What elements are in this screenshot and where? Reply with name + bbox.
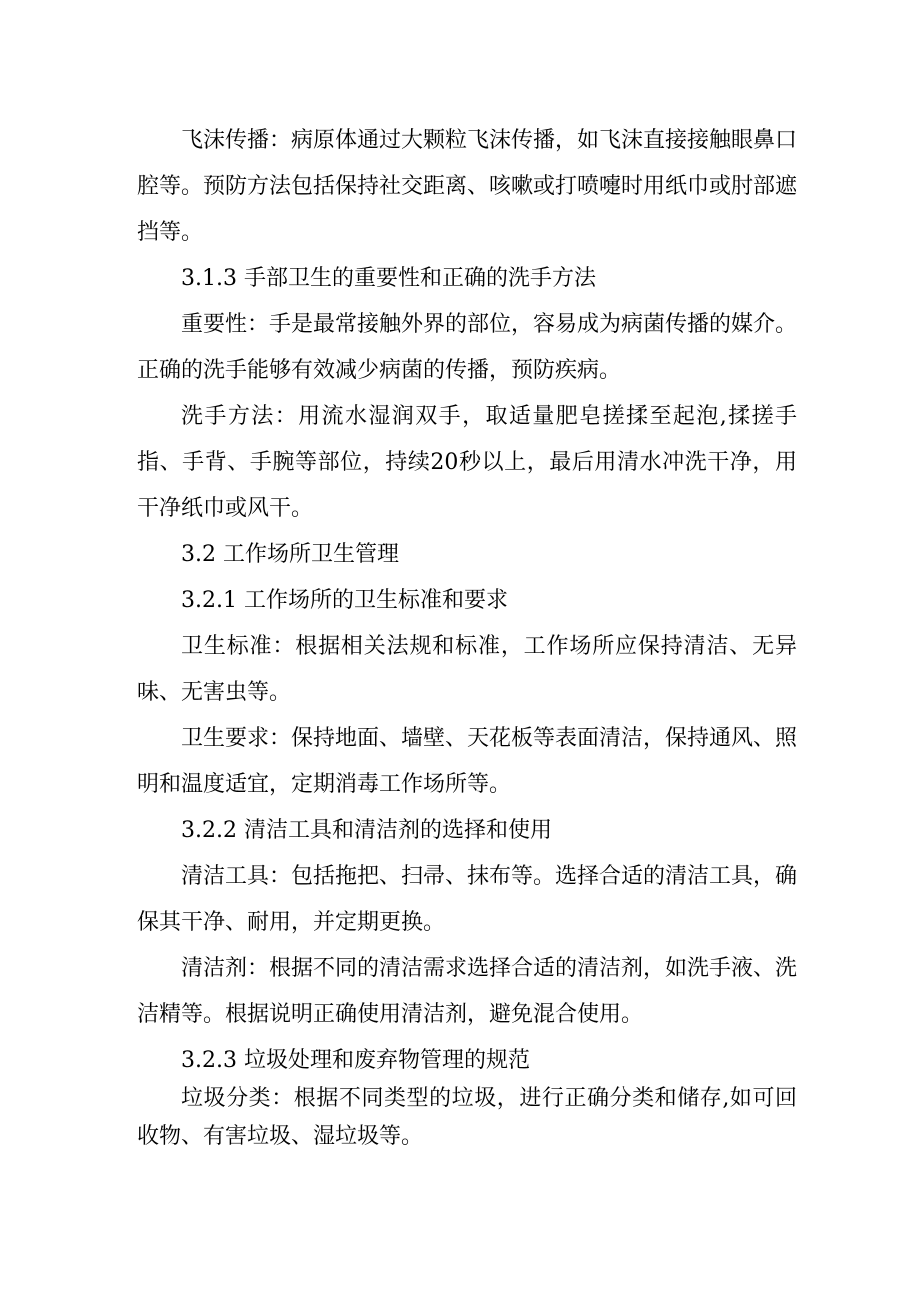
- paragraph-handwashing-method: 洗手方法：用流水湿润双手，取适量肥皂搓揉至起泡,揉搓手指、手背、手腕等部位，持续20秒以上，最后用清水冲洗干净，用干净纸巾或风干。: [137, 404, 797, 521]
- heading-3-1-3: 3.1.3 手部卫生的重要性和正确的洗手方法: [181, 266, 596, 291]
- heading-3-2-2: 3.2.2 清洁工具和清洁剂的选择和使用: [181, 818, 552, 843]
- paragraph-hygiene-standard: 卫生标准：根据相关法规和标准，工作场所应保持清洁、无异味、无害虫等。: [137, 634, 797, 705]
- heading-3-2-3: 3.2.3 垃圾处理和废弃物管理的规范: [181, 1048, 530, 1073]
- paragraph-cleaning-tools: 清洁工具：包括拖把、扫帚、抹布等。选择合适的清洁工具，确保其干净、耐用，并定期更换。: [137, 864, 798, 935]
- paragraph-droplet-transmission: 飞沫传播：病原体通过大颗粒飞沫传播，如飞沫直接接触眼鼻口腔等。预防方法包括保持社交距离、咳嗽或打喷嚏时用纸巾或肘部遮挡等。: [137, 128, 798, 245]
- document-body: [137, 118, 797, 1156]
- heading-3-2-1: 3.2.1 工作场所的卫生标准和要求: [181, 588, 508, 613]
- paragraph-waste-sorting: 垃圾分类：根据不同类型的垃圾，进行正确分类和储存,如可回收物、有害垃圾、湿垃圾等。: [137, 1086, 797, 1149]
- paragraph-importance: 重要性：手是最常接触外界的部位，容易成为病菌传播的媒介。正确的洗手能够有效减少病菌的传播，预防疾病。: [137, 312, 798, 383]
- paragraph-hygiene-requirements: 卫生要求：保持地面、墙壁、天花板等表面清洁，保持通风、照明和温度适宜，定期消毒工作场所等。: [137, 726, 798, 797]
- heading-3-2: 3.2 工作场所卫生管理: [181, 542, 399, 567]
- paragraph-cleaning-agents: 清洁剂：根据不同的清洁需求选择合适的清洁剂，如洗手液、洗洁精等。根据说明正确使用清洁剂，避免混合使用。: [137, 956, 798, 1027]
